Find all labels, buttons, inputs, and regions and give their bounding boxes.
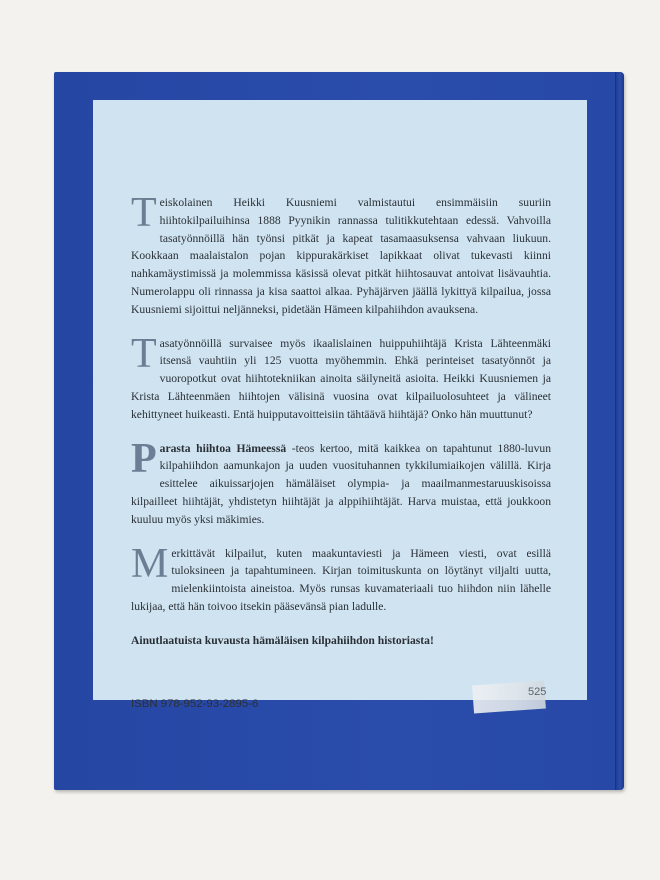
paragraph-3 xyxy=(131,435,551,529)
paragraph-1: Teiskolainen Heikki Kuusniemi valmistautui ensimmäisiin suuriin hiihtokilpailuihinsa 1888 Pyynikin rannassa tulitikkutehtaan edessä. Vahvoilla tasatyönnöillä hän työnsi pitkät ja kapeat tasamaasuksensa vahvaan liukuun. Kookkaan maalaistalon pojan kippurakärkiset lapikkaat olivat tukevasti kiinni nahkamäystimissä ja molemmissa käsissä olevat pitkät hiihtosauvat antoivat lisävauhtia. Numerolappu oli rinnassa ja kisa saattoi alkaa. Pyhäjärven jäällä lykittyä kilpailua, jossa Kuusniemi sijoittui neljänneksi, pidetään Hämeen kilpahiihdon avauksena. xyxy=(131,190,551,316)
closing-tagline: Ainutlaatuista kuvausta hämäläisen kilpahiihdon historiasta! xyxy=(131,633,434,647)
isbn-number: ISBN 978-952-93-2895-6 xyxy=(131,698,259,710)
book-title-lead: Parasta hiihtoa Hämeessä xyxy=(131,435,287,482)
text-panel xyxy=(93,100,587,710)
paragraph-4: Merkittävät kilpailut, kuten maakuntaviesti ja Hämeen viesti, ovat esillä tuloksineen ja tapahtumineen. Kirjan toimituskunta on löytänyt viljalti uutta, mielenkiintoista aineistoa. Myös runsas kuvamateriaali tuo hiihdon niin lähelle lukijaa, että hän toivoo itsekin pääsevänsä pian ladulle. xyxy=(131,540,551,613)
paragraph-2: Tasatyönnöillä survaisee myös ikaalislainen huippuhiihtäjä Krista Lähteenmäki itsensä vauhtiin yli 125 vuotta myöhemmin. Ehkä perinteiset tasatyönnöt ja vuoropotkut ovat hiihtotekniikan ainoita säilyneitä asioita. Heikki Kuusniemen ja Krista Lähteenmäen hiihtojen välisinä vuosina ovat kilpailuolosuhteet ja välineet kehittyneet huikeasti. Entä huipputavoitteisiin tähtäävä hiihtäjä? Onko hän muuttunut? xyxy=(131,330,551,421)
price-label: 525 xyxy=(528,686,547,698)
book-spine-edge xyxy=(615,72,624,790)
paragraph-3-text: -teos kertoo, mitä kaikkea on tapahtunut 1880-luvun kilpahiihdon aamunkajon ja uuden vuosituhannen tykkilumiaikojen välillä. Kirja esittelee aikuissarjojen hämäläiset olympia- ja maailmanmestaruuskisoissa kilpailleet hiihtäjät, yhdistetyn hiihtäjät ja alppihiihtäjät. Harva muistaa, että joukkoon kuuluu myös yksi mäkimies. xyxy=(131,441,551,526)
book-back-cover xyxy=(54,72,624,790)
